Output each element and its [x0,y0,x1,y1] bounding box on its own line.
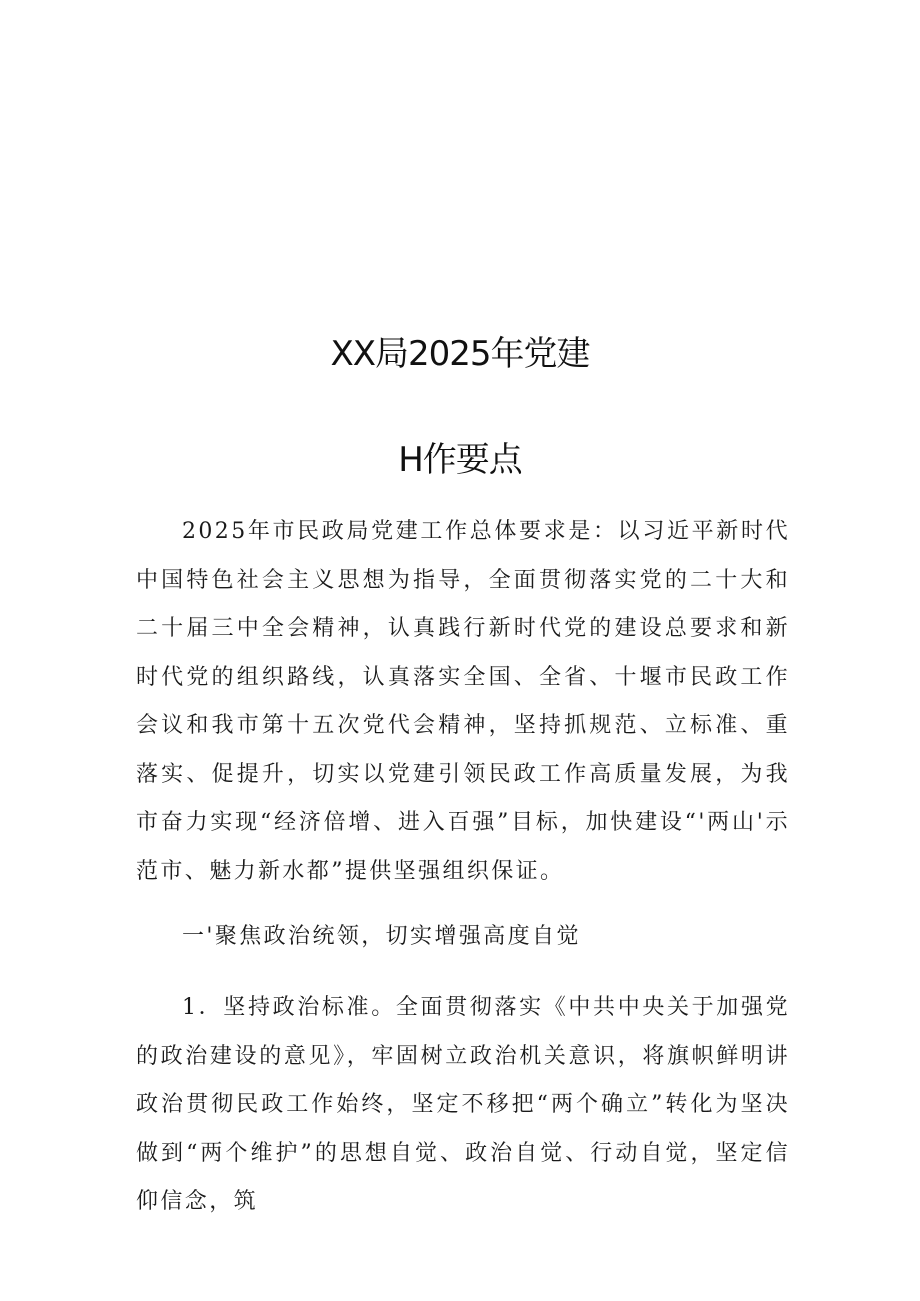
section-heading: 一'聚焦政治统领，切实增强高度自觉 [182,924,581,949]
document-title-line-2: H作要点 [398,440,522,480]
list-item-paragraph: 1．坚持政治标准。全面贯彻落实《中共中央关于加强党的政治建设的意见》，牢固树立政治机关意识，将旗帜鲜明讲政治贯彻民政工作始终，坚定不移把“两个确立”转化为坚决做到“两个维护”的思想自觉、政治自觉、行动自觉，坚定信仰信念，筑 [136,995,790,1214]
intro-paragraph: 2025年市民政局党建工作总体要求是：以习近平新时代中国特色社会主义思想为指导，全面贯彻落实党的二十大和二十届三中全会精神，认真践行新时代党的建设总要求和新时代党的组织路线，认真落实全国、全省、十堰市民政工作会议和我市第十五次党代会精神，坚持抓规范、立标准、重落实、促提升，切实以党建引领民政工作高质量发展，为我市奋力实现“经济倍增、进入百强”目标，加快建设“'两山'示范市、魅力新水都”提供坚强组织保证。 [136,519,790,884]
document-title-line-1: XX局2025年党建 [330,334,590,374]
